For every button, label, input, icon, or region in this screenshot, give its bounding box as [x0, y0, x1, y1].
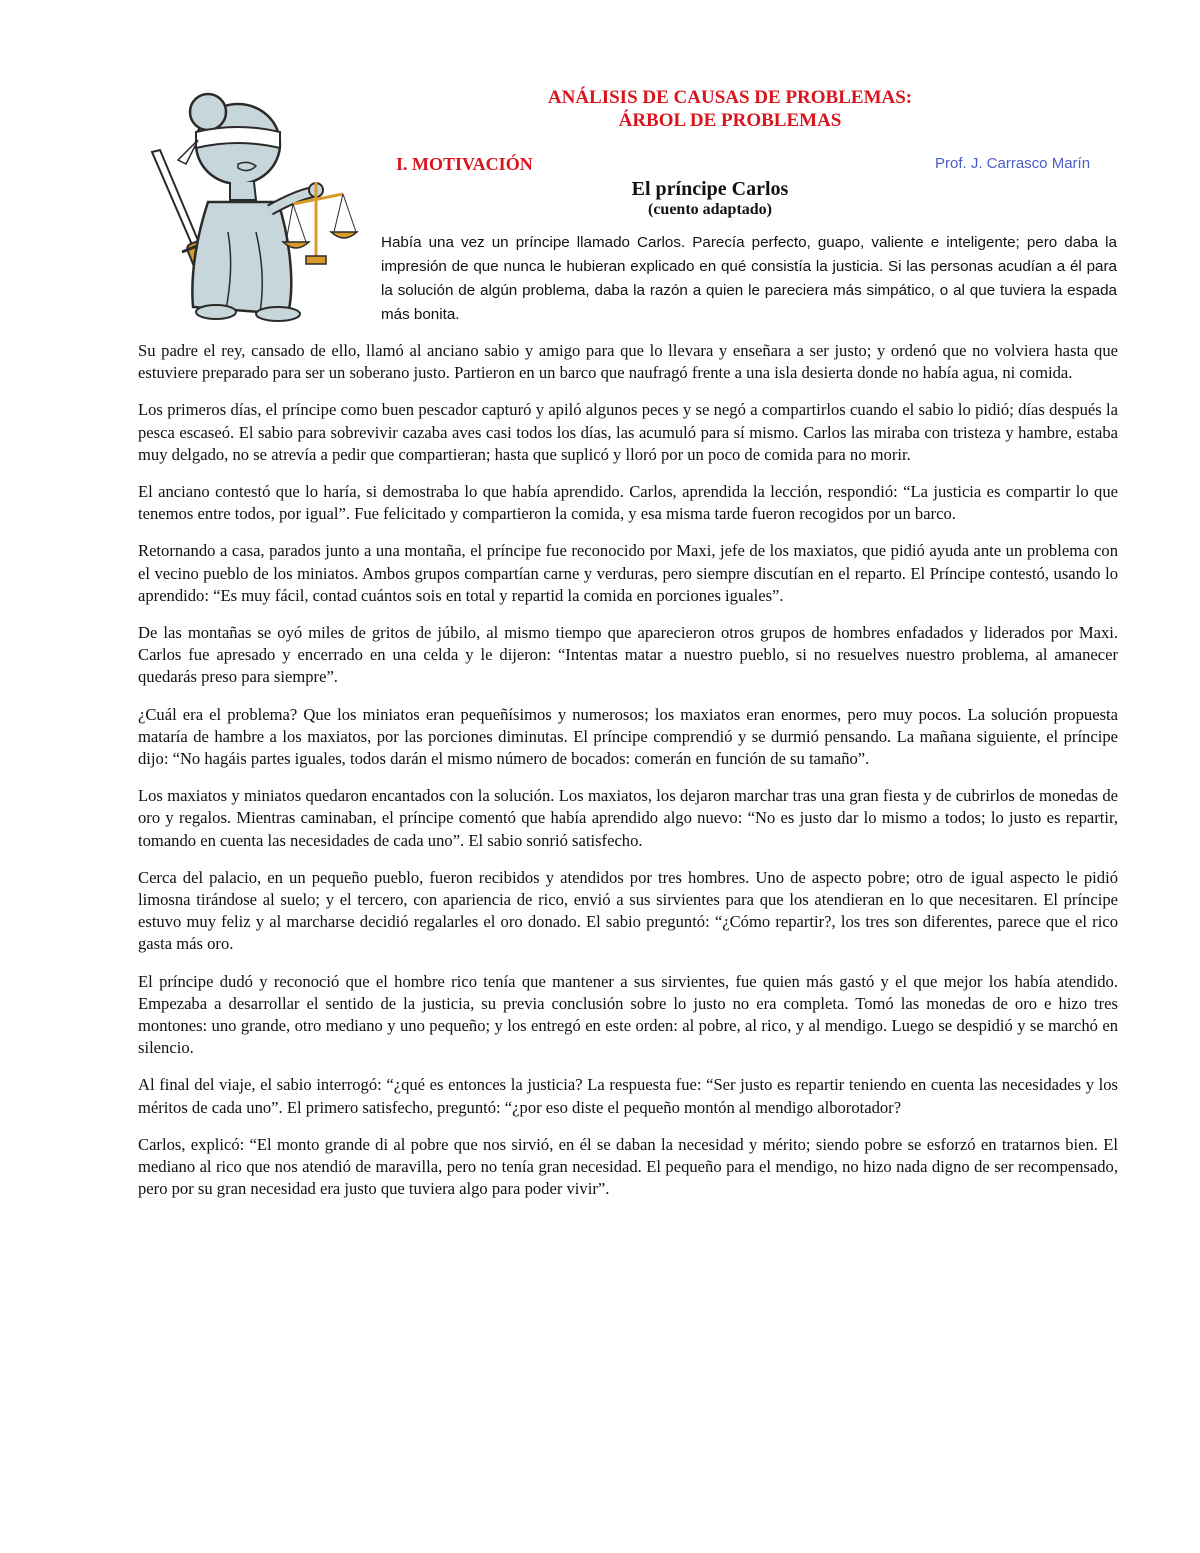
paragraph: El anciano contestó que lo haría, si demostraba lo que había aprendido. Carlos, aprendida la lección, respondió: “La justicia es compartir lo que tenemos entre todos, por igual”. Fue felicitado y compartieron la comida, y esa misma tarde fueron recogidos por un barco. — [138, 482, 1118, 524]
section-heading: I. MOTIVACIÓN — [396, 154, 533, 174]
paragraph: De las montañas se oyó miles de gritos de júbilo, al mismo tiempo que aparecieron otros grupos de hombres enfadados y liderados por Maxi. Carlos fue apresado y encerrado en una celda y le dijeron: “Intentas matar a nuestro pueblo, si no resuelves nuestro problema, al amanecer quedarás preso para siempre”. — [138, 623, 1118, 687]
paragraph: Carlos, explicó: “El monto grande di al pobre que nos sirvió, en él se daban la necesidad y mérito; siendo pobre se esforzó en tratarnos bien. El mediano al rico que nos atendió de maravilla, pero no tenía gran necesidad. El pequeño para el mendigo, no hizo nada digno de ser recompensado, pero por su gran necesidad era justo que tuviera algo para poder vivir”. — [138, 1134, 1118, 1199]
story-subtitle: (cuento adaptado) — [647, 201, 772, 218]
story-body — [138, 340, 1118, 1216]
intro-paragraph: Había una vez un príncipe llamado Carlos. Parecía perfecto, guapo, valiente e inteligente; pero daba la impresión de que nunca le hubieran explicado en qué consistía la justicia. Si las personas acudían a él para la solución de algún problema, daba la razón a quien le pareciera más simpático, o al que tuviera la espada más bonita. — [381, 234, 1117, 323]
author-name: Prof. J. Carrasco Marín — [935, 155, 1091, 172]
document-subtitle: ÁRBOL DE PROBLEMAS — [618, 110, 842, 131]
story-title: El príncipe Carlos — [631, 178, 789, 200]
paragraph: Retornando a casa, parados junto a una montaña, el príncipe fue reconocido por Maxi, jefe de los maxiatos, que pidió ayuda ante un problema con el vecino pueblo de los miniatos. Ambos grupos compartían carne y verduras, pero siempre discutían en el reparto. El Príncipe contestó, usando lo aprendido: “Es muy fácil, contad cuántos sois en total y repartid la comida en porciones iguales”. — [138, 541, 1118, 605]
paragraph: Su padre el rey, cansado de ello, llamó al anciano sabio y amigo para que lo llevara y enseñara a ser justo; y ordenó que no volviera hasta que estuviere preparado para ser un soberano justo. Partieron en un barco que naufragó frente a una isla desierta donde no había agua, ni comida. — [138, 341, 1118, 383]
paragraph: El príncipe dudó y reconoció que el hombre rico tenía que mantener a sus sirvientes, fue quien más gastó y el que mejor los había atendido. Empezaba a desarrollar el sentido de la justicia, su previa conclusión sobre lo justo no era completa. Tomó las monedas de oro e hizo tres montones: uno grande, otro mediano y uno pequeño; y los entregó en este orden: al pobre, al rico, y al mendigo. Luego se despidió y se marchó en silencio. — [138, 971, 1118, 1058]
paragraph: Los maxiatos y miniatos quedaron encantados con la solución. Los maxiatos, los dejaron marchar tras una gran fiesta y de cubrirlos de monedas de oro y regalos. Mientras caminaban, el príncipe comentó que había aprendido algo nuevo: “No es justo dar lo mismo a todos; lo justo es repartir, tomando en cuenta las necesidades de cada uno”. El sabio sonrió satisfecho. — [138, 786, 1118, 850]
paragraph: ¿Cuál era el problema? Que los miniatos eran pequeñísimos y numerosos; los maxiatos eran enormes, pero muy pocos. La solución propuesta mataría de hambre a los maxiatos, por las porciones diminutas. El príncipe comprendió y se durmió pensando. La mañana siguiente, el príncipe dijo: “No hagáis partes iguales, todos darán el mismo número de bocados: comerán en función de su tamaño”. — [138, 704, 1118, 769]
paragraph: Al final del viaje, el sabio interrogó: “¿qué es entonces la justicia? La respuesta fue: “Ser justo es repartir teniendo en cuenta las necesidades y los méritos de cada uno”. El primero satisfecho, preguntó: “¿por eso diste el pequeño montón al mendigo alborotador? — [138, 1075, 1118, 1117]
paragraph: Cerca del palacio, en un pequeño pueblo, fueron recibidos y atendidos por tres hombres. Uno de aspecto pobre; otro de igual aspecto le pidió limosna tirándose al suelo; y el tercero, con apariencia de rico, envió a sus sirvientes para que los atendieran en lo que necesitaren. El príncipe estuvo muy feliz y al marcharse decidió regalarles el oro donado. El sabio preguntó: “¿Cómo repartir?, los tres son diferentes, parece que el rico gasta más oro. — [138, 867, 1118, 954]
paragraph: Los primeros días, el príncipe como buen pescador capturó y apiló algunos peces y se negó a compartirlos cuando el sabio lo pidió; días después la pesca escaseó. El sabio para sobrevivir cazaba aves casi todos los días, las acumuló para sí mismo. Carlos las miraba con tristeza y hambre, estaba muy delgado, no se atrevía a pedir que compartieran; hasta que suplicó y lloró por un poco de comida para no morir. — [138, 400, 1118, 464]
document-title: ANÁLISIS DE CAUSAS DE PROBLEMAS: — [547, 87, 913, 108]
lady-justice-icon — [138, 82, 368, 324]
